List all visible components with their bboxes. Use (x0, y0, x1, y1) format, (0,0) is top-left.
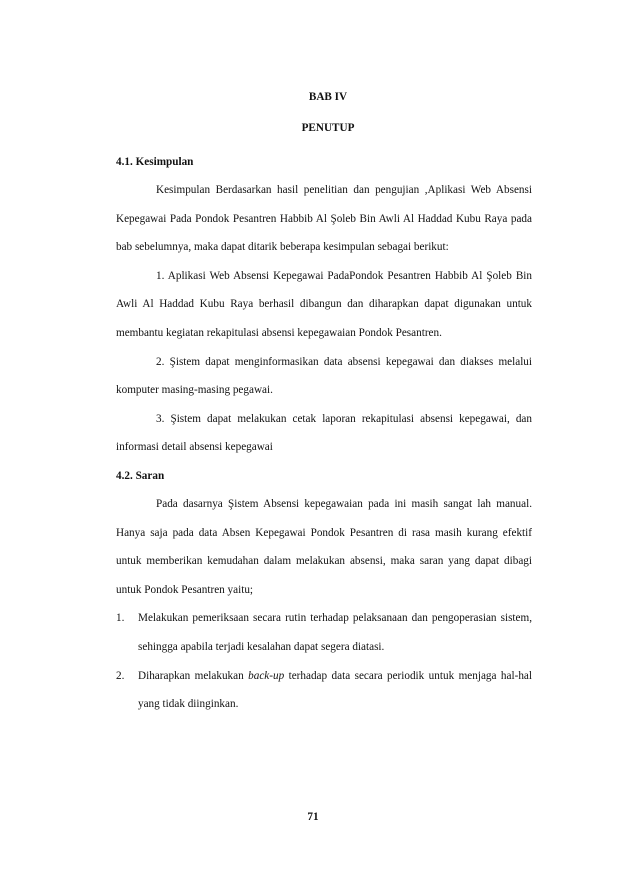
section-heading-saran: 4.2. Saran (116, 469, 165, 482)
saran-intro-paragraph: Pada dasarnya Şistem Absensi kepegawaian pada ini masih sangat lah manual. Hanya saja pada data Absen Kepegawai Pondok Pesantren di rasa masih kurang efektif untuk memberikan kemudahan dalam melakukan absensi, maka saran yang dapat dibagi untuk Pondok Pesantren yaitu; (116, 497, 532, 596)
saran-list-item-2 (116, 662, 532, 719)
kesimpulan-point-3: 3. Şistem dapat melakukan cetak laporan rekapitulasi absensi kepegawai, dan informasi detail absensi kepegawai (116, 412, 532, 454)
section-heading-kesimpulan: 4.1. Kesimpulan (116, 156, 194, 168)
saran-list-item-2-text-after: terhadap data secara periodik untuk menjaga hal-hal yang tidak diinginkan. (138, 669, 532, 711)
page-content (116, 88, 532, 719)
saran-list-item-1-text: Melakukan pemeriksaan secara rutin terhadap pelaksanaan dan pengoperasian sistem, sehingga apabila terjadi kesalahan dapat segera diatasi. (138, 612, 532, 653)
kesimpulan-point-1: 1. Aplikasi Web Absensi Kepegawai PadaPondok Pesantren Habbib Al Şoleb Bin Awli Al Haddad Kubu Raya berhasil dibangun dan diharapkan dapat digunakan untuk membantu kegiatan rekapitulasi absensi kepegawaian Pondok Pesantren. (116, 269, 532, 339)
page-number: 71 (307, 811, 319, 823)
chapter-title: PENUTUP (301, 122, 355, 134)
saran-list-item-1-number: 1. (116, 612, 125, 625)
kesimpulan-intro-paragraph: Kesimpulan Berdasarkan hasil penelitian dan pengujian ,Aplikasi Web Absensi Kepegawai Pada Pondok Pesantren Habbib Al Şoleb Bin Awli Al Haddad Kubu Raya pada bab sebelumnya, maka dapat ditarik beberapa kesimpulan sebagai berikut: (116, 184, 532, 254)
kesimpulan-point-2: 2. Şistem dapat menginformasikan data absensi kepegawai dan diakses melalui komputer masing-masing pegawai. (116, 355, 532, 397)
saran-list-item-1 (116, 604, 532, 661)
saran-list (116, 604, 532, 718)
backup-term: back-up (248, 669, 285, 682)
saran-list-item-2-number: 2. (116, 669, 125, 682)
saran-list-item-2-text-before: Diharapkan melakukan (138, 669, 249, 682)
saran-list-item-2-text (138, 662, 532, 719)
chapter-label: BAB IV (308, 91, 348, 103)
